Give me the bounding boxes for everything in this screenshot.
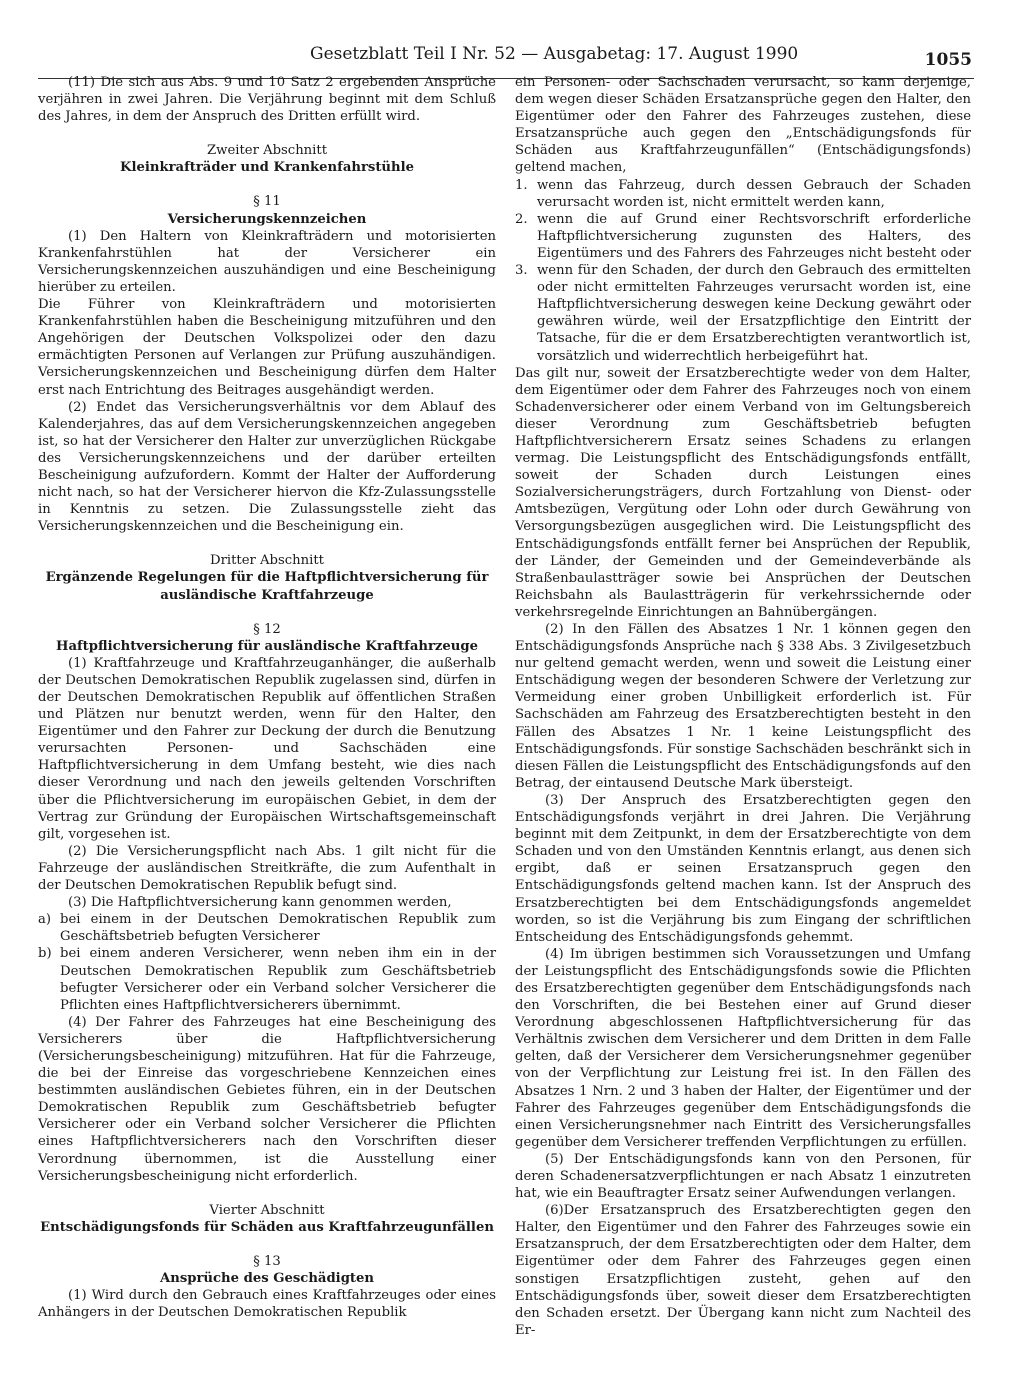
paragraph: (2) Die Versicherungspflicht nach Abs. 1 gilt nicht für die Fahrzeuge der ausländischen Streitkräfte, die zum Aufenthalt in der Deutschen Demokratischen Republik befugt sind. [38,843,496,894]
list-item [515,262,971,365]
list-item-text: wenn das Fahrzeug, durch dessen Gebrauch der Schaden verursacht worden ist, nicht ermittelt werden kann, [537,177,971,210]
paragraph: (2) In den Fällen des Absatzes 1 Nr. 1 können gegen den Entschädigungsfonds Ansprüche nach § 338 Abs. 3 Zivilgesetzbuch nur geltend gemacht werden, wenn und soweit die Leistung einer Entschädigung wegen der besonderen Schwere der Verletzung zur Vermeidung einer groben Unbilligkeit erforderlich ist. Für Sachschäden am Fahrzeug des Ersatzberechtigten besteht in den Fällen des Absatzes 1 Nr. 1 keine Leistungspflicht des Entschädigungsfonds. Für sonstige Sachschäden beschränkt sich in diesen Fällen die Leistungspflicht des Entschädigungsfonds auf den Betrag, der eintausend Deutsche Mark übersteigt. [515,622,971,791]
list-item [38,945,496,1013]
list-item-label: 1. [515,177,528,193]
list-item-label: 3. [515,263,528,279]
list-item [515,177,971,211]
section-label: Vierter Abschnitt [209,1202,325,1218]
gazette-title: Gesetzblatt Teil I Nr. 52 — Ausgabetag: 17. August 1990 [310,44,799,64]
section-label: Zweiter Abschnitt [207,143,327,159]
page-number: 1055 [924,50,972,70]
left-column [38,74,496,1321]
paragraph: (4) Der Fahrer des Fahrzeuges hat eine Bescheinigung des Versicherers über die Haftpflichtversicherung (Versicherungsbescheinigung) mitzuführen. Hat für die Fahrzeuge, die bei der Einreise das vorgeschriebene Kennzeichen eines bestimmten ausländischen Gebietes führen, ein in der Deutschen Demokratischen Republik zum Geschäftsbetrieb befugter Versicherer oder ein Verband solcher Versicherer die Pflichten eines Haftpflichtversicherers nach den Vorschriften dieser Verordnung übernommen, ist die Ausstellung einer Versicherungsbescheinigung nicht erforderlich. [38,1014,496,1184]
paragraph: (2) Endet das Versicherungsverhältnis vor dem Ablauf des Kalenderjahres, das auf dem Versicherungskennzeichen angegeben ist, so hat der Versicherer den Halter zur unverzüglichen Rückgabe des Versicherungskennzeichens und der darüber erteilten Bescheinigung aufzufordern. Kommt der Halter der Aufforderung nicht nach, so hat der Versicherer hiervon die Kfz-Zulassungsstelle in Kenntnis zu setzen. Die Zulassungsstelle zieht das Versicherungskennzeichen und die Bescheinigung ein. [38,399,496,535]
paragraph: (1) Kraftfahrzeuge und Kraftfahrzeuganhänger, die außerhalb der Deutschen Demokratischen Republik zugelassen sind, dürfen in der Deutschen Demokratischen Republik auf öffentlichen Straßen und Plätzen nur benutzt werden, wenn für den Halter, den Eigentümer und den Fahrer zur Deckung der durch die Benutzung verursachten Personen- und Sachschäden eine Haftpflichtversicherung in dem Umfang besteht, wie dies nach dieser Verordnung und nach den jeweils geltenden Vorschriften über die Pflichtversicherung im europäischen Gebiet, in dem der Vertrag zur Gründung der Europäischen Wirtschaftsgemeinschaft gilt, vorgesehen ist. [38,655,496,842]
list-item-text: bei einem in der Deutschen Demokratischen Republik zum Geschäftsbetrieb befugten Versicherer [60,912,496,945]
paragraph-number: § 12 [253,621,281,637]
paragraph: Die Führer von Kleinkrafträdern und motorisierten Krankenfahrstühlen haben die Bescheinigung mitzuführen und den Angehörigen der Deutschen Volkspolizei oder den dazu ermächtigten Personen auf Verlangen zur Prüfung auszuhändigen. Versicherungskennzeichen und Bescheinigung dürfen dem Halter erst nach Entrichtung des Beitrages ausgehändigt werden. [38,297,496,398]
list-item-text: wenn für den Schaden, der durch den Gebrauch des ermittelten oder nicht ermittelten Fahrzeuges verursacht worden ist, eine Haftpflichtversicherung deswegen keine Deckung gewährt oder gewähren würde, weil der Ersatzpflichtige den Eintritt der Tatsache, für die er dem Ersatzberechtigten verantwortlich ist, vorsätzlich und widerrechtlich herbeigeführt hat. [537,263,971,364]
paragraph: (1) Wird durch den Gebrauch eines Kraftfahrzeuges oder eines Anhängers in der Deutschen Demokratischen Republik [38,1288,496,1321]
list-item [515,211,971,262]
list-item-label: a) [38,912,52,928]
right-column [515,74,971,1339]
paragraph: (3) Die Haftpflichtversicherung kann genommen werden, [68,895,452,911]
list-item [38,911,496,945]
paragraph-title: Versicherungskennzeichen [167,211,367,227]
paragraph-title: Ansprüche des Geschädigten [160,1271,374,1286]
paragraph-number: § 11 [253,194,281,210]
paragraph-title: Haftpflichtversicherung für ausländische Kraftfahrzeuge [56,638,478,654]
paragraph-number: § 13 [253,1253,281,1269]
list-item-text: wenn die auf Grund einer Rechtsvorschrift erforderliche Haftpflichtversicherung zugunsten des Halters, des Eigentümers und des Fahrers des Fahrzeuges nicht besteht oder [537,211,972,261]
section-title: Entschädigungsfonds für Schäden aus Kraftfahrzeugunfällen [40,1219,494,1235]
list-item-label: b) [38,946,52,962]
section-title: Kleinkrafträder und Krankenfahrstühle [120,160,414,176]
paragraph: ein Personen- oder Sachschaden verursacht, so kann derjenige, dem wegen dieser Schäden Ersatzansprüche gegen den Halter, den Eigentümer oder den Fahrer des Fahrzeuges zustehen, diese Ersatzansprüche auch gegen den „Entschädigungsfonds für Schäden aus Kraftfahrzeugunfällen“ (Entschädigungsfonds) geltend machen, [515,75,971,176]
paragraph: Das gilt nur, soweit der Ersatzberechtigte weder von dem Halter, dem Eigentümer oder dem Fahrer des Fahrzeuges noch von einem Schadenversicherer oder einem Verband von im Geltungsbereich dieser Verordnung zum Geschäftsbetrieb befugten Haftpflichtversicherern Ersatz seines Schadens zu erlangen vermag. Die Leistungspflicht des Entschädigungsfonds entfällt, soweit der Schaden durch Leistungen eines Sozialversicherungsträgers, durch Fortzahlung von Dienst- oder Amtsbezügen, Vergütung oder Lohn oder durch Gewährung von Versorgungsbezügen ausgeglichen wird. Die Leistungspflicht des Entschädigungsfonds entfällt ferner bei Ansprüchen der Republik, der Länder, der Gemeinden und der Gemeindeverbände als Straßenbaulastträger sowie bei Ansprüchen der Deutschen Reichsbahn als Baulastträgerin für verkehrssichernde oder verkehrsregelnde Einrichtungen an Bahnübergängen. [515,365,971,620]
paragraph: (5) Der Entschädigungsfonds kann von den Personen, für deren Schadenersatzverpflichtungen er nach Absatz 1 einzutreten hat, wie ein Beauftragter Ersatz seiner Aufwendungen verlangen. [515,1151,971,1202]
list-item-label: 2. [515,211,528,227]
section-label: Dritter Abschnitt [210,553,324,569]
paragraph: (6)Der Ersatzanspruch des Ersatzberechtigten gegen den Halter, den Eigentümer und den Fahrer des Fahrzeuges sowie ein Ersatzanspruch, der dem Ersatzberechtigten oder dem Halter, dem Eigentümer oder dem Fahrer des Fahrzeuges gegen einen sonstigen Ersatzpflichtigen zusteht, gehen auf den Entschädigungsfonds über, soweit dieser dem Ersatzberechtigten den Schaden ersetzt. Der Übergang kann nicht zum Nachteil des Er- [515,1203,971,1338]
list-item-text: bei einem anderen Versicherer, wenn neben ihm ein in der Deutschen Demokratischen Republik zum Geschäftsbetrieb befugter Versicherer oder ein Verband solcher Versicherer die Pflichten eines Haftpflichtversicherers übernimmt. [60,946,496,1013]
section-title: Ergänzende Regelungen für die Haftpflichtversicherung für ausländische Kraftfahrzeuge [45,570,489,603]
paragraph: (11) Die sich aus Abs. 9 und 10 Satz 2 ergebenden Ansprüche verjähren in zwei Jahren. Die Verjährung beginnt mit dem Schluß des Jahres, in dem der Anspruch des Dritten erfüllt wird. [38,75,496,125]
paragraph: (1) Den Haltern von Kleinkrafträdern und motorisierten Krankenfahrstühlen hat der Versicherer ein Versicherungskennzeichen auszuhändigen und eine Bescheinigung hierüber zu erteilen. [38,228,496,295]
paragraph: (4) Im übrigen bestimmen sich Voraussetzungen und Umfang der Leistungspflicht des Entschädigungsfonds sowie die Pflichten des Ersatzberechtigten gegenüber dem Entschädigungsfonds nach den Vorschriften, die bei Bestehen einer auf Grund dieser Verordnung abgeschlossenen Haftpflichtversicherung für das Verhältnis zwischen dem Versicherer und dem Dritten in dem Falle gelten, daß der Versicherer dem Versicherungsnehmer gegenüber von der Verpflichtung zur Leistung frei ist. In den Fällen des Absatzes 1 Nrn. 2 und 3 haben der Halter, der Eigentümer und der Fahrer des Fahrzeuges gegenüber dem Entschädigungsfonds die einen Versicherungsnehmer nach Eintritt des Versicherungsfalles gegenüber dem Versicherer treffenden Verpflichtungen zu erfüllen. [515,946,971,1150]
paragraph: (3) Der Anspruch des Ersatzberechtigten gegen den Entschädigungsfonds verjährt in drei Jahren. Die Verjährung beginnt mit dem Zeitpunkt, in dem der Ersatzberechtigte von dem Schaden und von den Umständen Kenntnis erlangt, aus denen sich ergibt, daß er seinen Ersatzanspruch gegen den Entschädigungsfonds geltend machen kann. Ist der Anspruch des Ersatzberechtigten bei dem Entschädigungsfonds angemeldet worden, so ist die Verjährung bis zum Eingang der schriftlichen Entscheidung des Entschädigungsfonds gehemmt. [515,792,971,945]
